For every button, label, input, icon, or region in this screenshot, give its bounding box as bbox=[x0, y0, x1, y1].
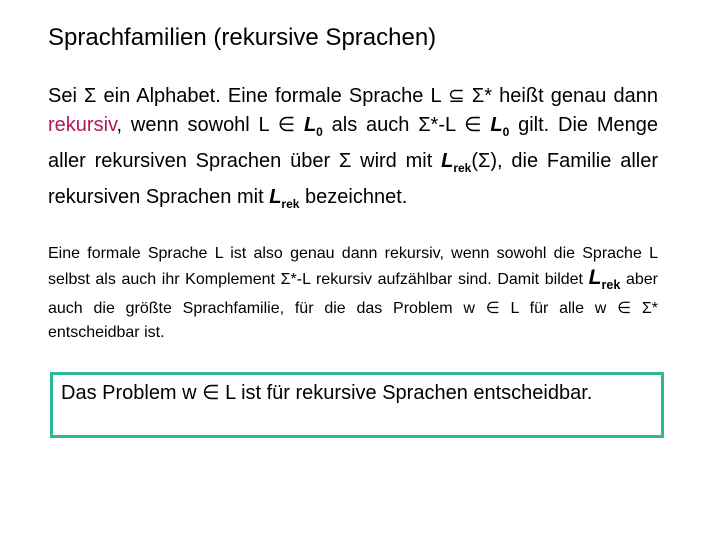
slide-title: Sprachfamilien (rekursive Sprachen) bbox=[48, 24, 437, 51]
symbol-Lrek-second bbox=[269, 186, 300, 211]
symbol-Lrek-expl-base: L bbox=[588, 266, 602, 289]
def-text-6: bezeichnet. bbox=[299, 186, 408, 208]
symbol-L0-second-base: L bbox=[490, 114, 503, 136]
expl-text-1: Eine formale Sprache L ist also genau dann rekursiv, wenn sowohl die Sprache L selbst als auch ihr Komplement Σ*-L rekursiv aufzählbar sind. Damit bildet bbox=[48, 245, 658, 288]
symbol-Lrek bbox=[441, 150, 472, 175]
symbol-Lrek-second-base: L bbox=[269, 186, 282, 208]
symbol-L0 bbox=[303, 114, 323, 139]
symbol-Lrek-expl-sub: rek bbox=[601, 278, 621, 293]
symbol-L0-second bbox=[490, 114, 510, 139]
def-text-2: , wenn sowohl L ∈ bbox=[116, 114, 304, 136]
symbol-Lrek-expl bbox=[588, 266, 621, 293]
def-text-5: (Σ), die Familie aller rekursiven Sprachen mit bbox=[48, 150, 658, 208]
highlight-term-rekursiv: rekursiv bbox=[48, 114, 117, 136]
definition-paragraph bbox=[48, 82, 658, 219]
symbol-Lrek-base: L bbox=[441, 150, 454, 172]
def-text-1: Sei Σ ein Alphabet. Eine formale Sprache L ⊆ Σ* heißt genau dann bbox=[48, 85, 658, 107]
def-text-3: als auch Σ*-L ∈ bbox=[322, 114, 491, 136]
symbol-L0-second-sub: 0 bbox=[502, 125, 510, 139]
symbol-Lrek-second-sub: rek bbox=[281, 197, 300, 211]
def-text-4: gilt. Die Menge aller rekursiven Sprachen über Σ wird mit bbox=[48, 114, 658, 172]
conclusion-box bbox=[50, 372, 664, 438]
symbol-L0-base: L bbox=[303, 114, 317, 136]
conclusion-text: Das Problem w ∈ L ist für rekursive Sprachen entscheidbar. bbox=[61, 382, 593, 404]
symbol-L0-sub: 0 bbox=[316, 125, 323, 139]
symbol-Lrek-sub: rek bbox=[453, 161, 472, 175]
expl-text-2: aber auch die größte Sprachfamilie, für die das Problem w ∈ L für alle w ∈ Σ* entscheidbar ist. bbox=[48, 271, 659, 342]
explanation-paragraph bbox=[48, 242, 658, 345]
